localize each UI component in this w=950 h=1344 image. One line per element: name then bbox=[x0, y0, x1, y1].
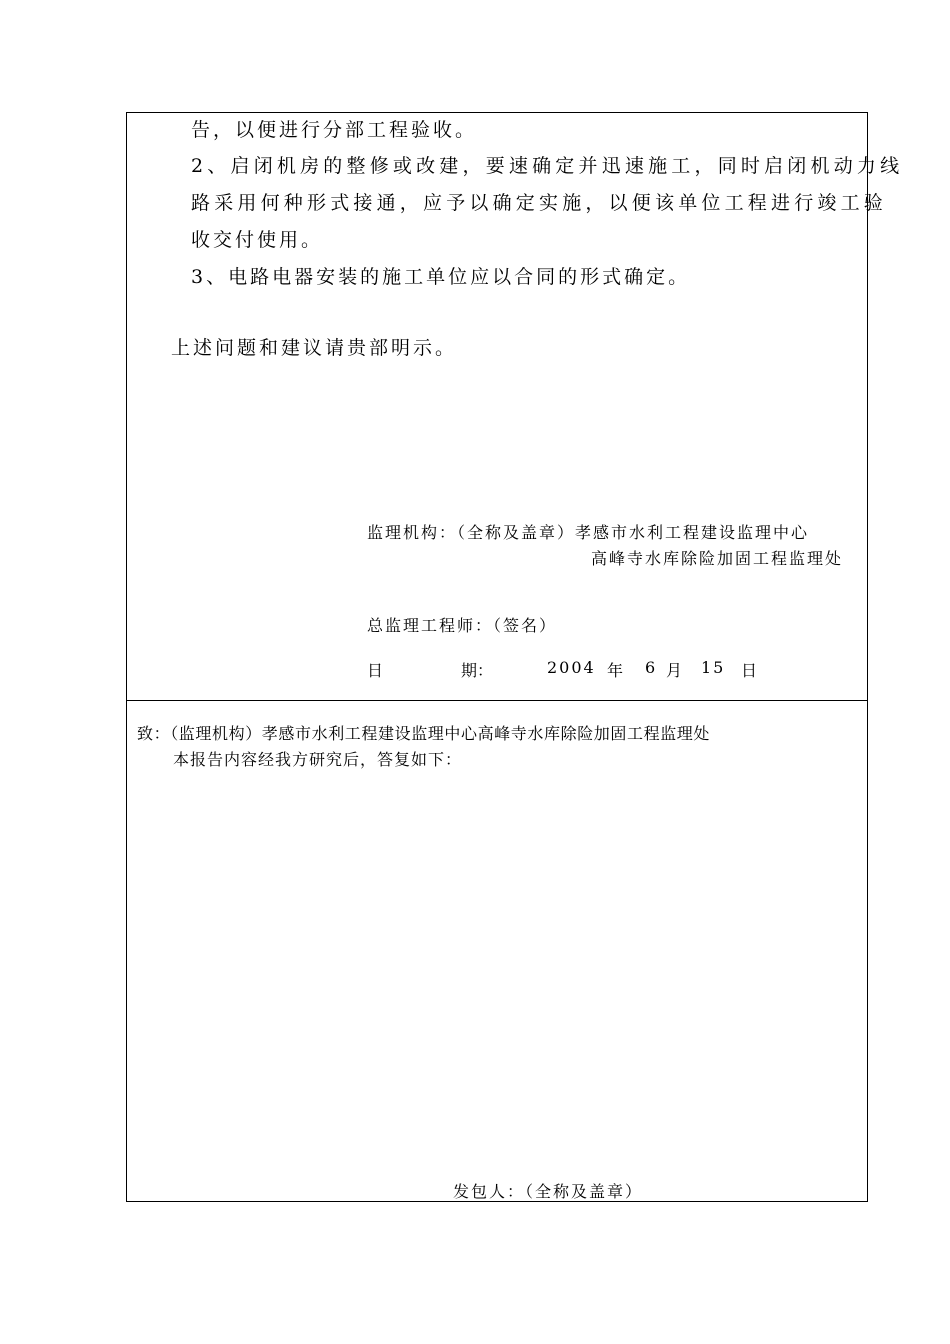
body-line-4: 收交付使用。 bbox=[191, 229, 324, 251]
body-line-5: 3、电路电器安装的施工单位应以合同的形式确定。 bbox=[191, 266, 691, 288]
date-day: 15 bbox=[701, 658, 726, 677]
reply-addressee: 致：（监理机构）孝感市水利工程建设监理中心高峰寺水库除险加固工程监理处 bbox=[137, 724, 711, 743]
chief-engineer-signature-label: 总监理工程师：（签名） bbox=[367, 616, 558, 635]
date-label-qi: 期： bbox=[461, 661, 494, 680]
supervision-org-line-2: 高峰寺水库除险加固工程监理处 bbox=[591, 549, 844, 568]
date-day-unit: 日 bbox=[741, 661, 758, 680]
date-year: 2004 bbox=[547, 658, 596, 677]
body-line-2: 2、启闭机房的整修或改建，要速确定并迅速施工，同时启闭机动力线 bbox=[191, 155, 904, 177]
body-line-1: 告，以便进行分部工程验收。 bbox=[191, 119, 478, 141]
reply-intro: 本报告内容经我方研究后，答复如下： bbox=[173, 750, 463, 769]
reply-section bbox=[127, 701, 867, 1201]
body-line-3: 路采用何种形式接通，应予以确定实施，以便该单位工程进行竣工验 bbox=[191, 192, 888, 214]
date-month: 6 bbox=[645, 658, 656, 677]
date-label-ri: 日 bbox=[367, 661, 384, 680]
date-month-unit: 月 bbox=[666, 661, 683, 680]
closing-remark: 上述问题和建议请贵部明示。 bbox=[171, 337, 458, 359]
report-form-table bbox=[126, 112, 904, 1202]
employer-seal-label: 发包人：（全称及盖章） bbox=[453, 1182, 644, 1201]
date-year-unit: 年 bbox=[607, 661, 624, 680]
supervision-org-line-1: 监理机构：（全称及盖章）孝感市水利工程建设监理中心 bbox=[367, 523, 810, 542]
report-section bbox=[127, 113, 904, 701]
